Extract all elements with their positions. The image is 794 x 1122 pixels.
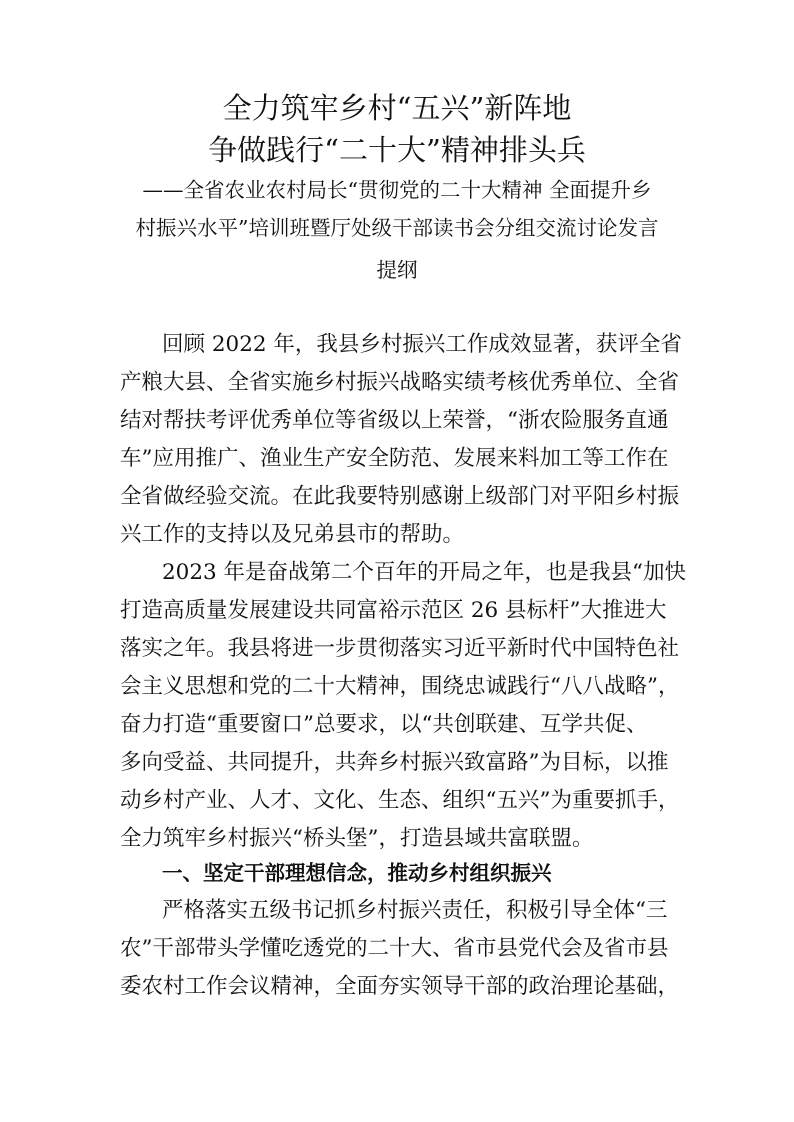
paragraph-2-line: 全力筑牢乡村振兴“桥头堡”，打造县域共富联盟。 bbox=[120, 826, 594, 851]
paragraph-1-line: 兴工作的支持以及兄弟县市的帮助。 bbox=[120, 522, 465, 547]
paragraph-2-line: 落实之年。我县将进一步贯彻落实习近平新时代中国特色社 bbox=[120, 636, 680, 661]
section-1-heading: 一、坚定干部理想信念，推动乡村组织振兴 bbox=[162, 861, 552, 885]
paragraph-2-line: 打造高质量发展建设共同富裕示范区 26 县标杆”大推进大 bbox=[120, 598, 667, 623]
paragraph-2-line: 多向受益、共同提升，共奔乡村振兴致富路”为目标，以推 bbox=[120, 750, 669, 775]
section-1-line: 委农村工作会议精神，全面夯实领导干部的政治理论基础， bbox=[120, 974, 680, 999]
document-subtitle-line-1: ——全省农业农村局长“贯彻党的二十大精神 全面提升乡 bbox=[142, 178, 652, 202]
paragraph-2-line: 会主义思想和党的二十大精神，围绕忠诚践行“八八战略”， bbox=[120, 674, 680, 699]
paragraph-1-line: 车”应用推广、渔业生产安全防范、发展来料加工等工作在 bbox=[120, 446, 669, 471]
document-subtitle-line-3: 提纲 bbox=[376, 258, 418, 282]
document-subtitle-line-2: 村振兴水平”培训班暨厅处级干部读书会分组交流讨论发言 bbox=[135, 216, 659, 240]
section-1-line: 严格落实五级书记抓乡村振兴责任，积极引导全体“三 bbox=[162, 898, 668, 923]
document-title-line-2: 争做践行“二十大”精神排头兵 bbox=[208, 133, 586, 167]
paragraph-1-line: 回顾 2022 年，我县乡村振兴工作成效显著，获评全省 bbox=[162, 332, 682, 357]
paragraph-1-line: 产粮大县、全省实施乡村振兴战略实绩考核优秀单位、全省 bbox=[120, 370, 680, 395]
paragraph-1-line: 结对帮扶考评优秀单位等省级以上荣誉，“浙农险服务直通 bbox=[120, 408, 669, 433]
paragraph-2-line: 奋力打造“重要窗口”总要求，以“共创联建、互学共促、 bbox=[120, 712, 648, 737]
document-title-line-1: 全力筑牢乡村“五兴”新阵地 bbox=[222, 91, 572, 125]
section-1-line: 农”干部带头学懂吃透党的二十大、省市县党代会及省市县 bbox=[120, 936, 669, 961]
paragraph-2-line: 动乡村产业、人才、文化、生态、组织“五兴”为重要抓手， bbox=[120, 788, 680, 813]
paragraph-1-line: 全省做经验交流。在此我要特别感谢上级部门对平阳乡村振 bbox=[120, 484, 680, 509]
paragraph-2-line: 2023 年是奋战第二个百年的开局之年，也是我县“加快 bbox=[162, 560, 687, 585]
